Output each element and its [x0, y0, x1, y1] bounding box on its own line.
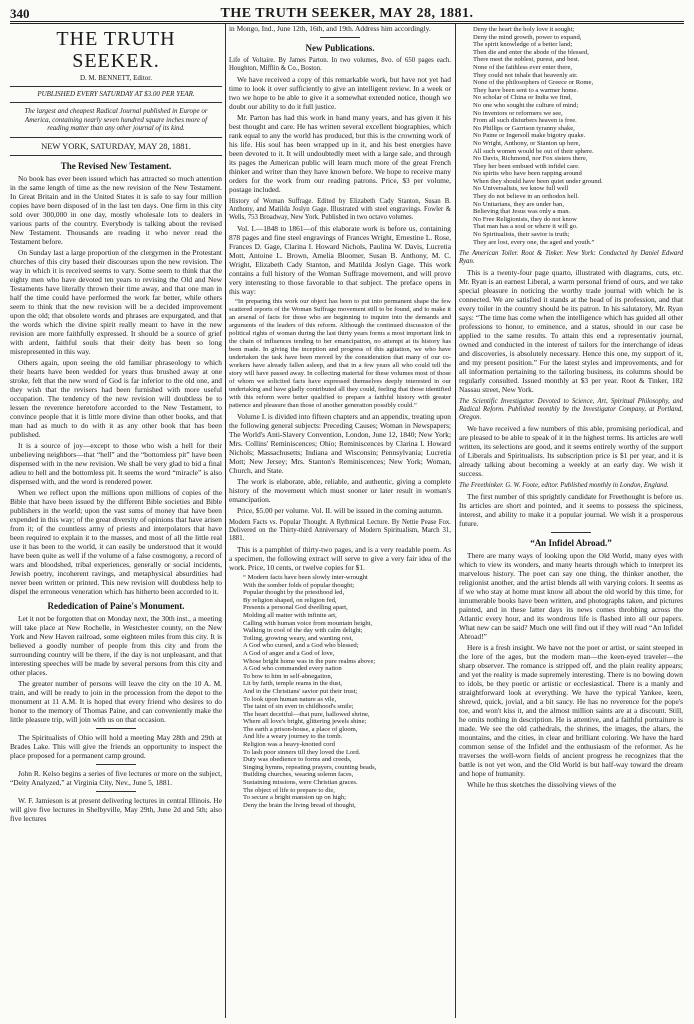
section-divider: [551, 532, 591, 533]
poem-line: Whose bright home was in the pure realms above;: [243, 657, 376, 665]
poem-line: Walking in cool of the day with calm delight;: [243, 627, 363, 635]
article-paragraph: While he thus sketches the dissolving views of the: [467, 780, 617, 790]
poem-line: Popular thought by the priesthood led,: [243, 589, 345, 597]
article-paragraph: The greater number of persons will leave the city on the 10 A. M. train, and will be ready to join in the procession from the depot to the monument at 11 A.M. It is hoped that every friend who desires to do honor to the memory of Thomas Paine, and can conveniently make the little pleasure trip, will join with us on that occasion.: [10, 678, 222, 724]
poem-line: Where all love's bright, glittering jewels shine;: [243, 718, 367, 726]
column-3: [459, 24, 683, 1020]
running-masthead: THE TRUTH SEEKER, MAY 28, 1881.: [220, 6, 474, 21]
review-paragraph: We have received a copy of this remarkable work, but have not yet had time to look it over sufficiently to give an intelligent review. In a week or two we hope to be able to give it a somewhat extended notice, though we doubt our ability to do it full justice.: [229, 75, 451, 111]
notice-paragraph: The Spiritualists of Ohio will hold a meeting May 28th and 29th at Brades Lake. This will give the friends an opportunity to inspect the place proposed for a permanent camp ground.: [10, 732, 222, 760]
poem-line: No Phillips or Garrison tyranny shake,: [473, 124, 575, 132]
poem-line: Deny the heart the holy love it sought;: [473, 26, 575, 33]
review-citation: The Freethinker. G. W. Foote, editor. Published monthly in London, England.: [459, 482, 669, 490]
section-heading: New Publications.: [305, 43, 375, 53]
article-heading: “An Infidel Abroad.”: [530, 538, 612, 549]
dateline: NEW YORK, SATURDAY, MAY 28, 1881.: [10, 137, 222, 156]
editor-line: D. M. BENNETT, Editor.: [79, 74, 152, 82]
poem-line: To lash poor sinners till they loved the Lord.: [243, 748, 361, 756]
poem-line: Deny the mind growth, power to expand,: [473, 33, 582, 41]
poem-line: Duty was obedience to forms and creeds,: [243, 756, 352, 764]
page-number: 340: [10, 6, 30, 21]
poem-line: And life a weary journey to the tomb.: [243, 733, 343, 741]
poem-line: Toiling, growing weary, and wanting rest,: [243, 634, 354, 642]
paper-title: THE TRUTH SEEKER.: [56, 28, 176, 72]
article-paragraph: Others again, upon seeing the old familiar phraseology to which their hearts have been wedded for years thus brushed away at one stroke, felt that the new word of God is far inferior to the old one, and they wish that the revisers had been furnished with more useful occupation. The tendency of the new revision will doubtless be to lessen the reverence heretofore accorded to the New Testament, to convince people that it is little more divine than other books, and that man had as much to do with it as any other book that has been published.: [10, 357, 222, 439]
poem-line: None of the philosophers of Greece or Rome,: [473, 79, 594, 87]
poem-line: A God who cursed, and a God who blessed;: [243, 642, 359, 650]
notice-paragraph: John R. Kelso begins a series of five lectures or more on the subject, “Deity Analyzed,” at Virginia City, Nev., June 5, 1881.: [10, 768, 222, 787]
poem-line: The heart deceitful—that pure, hallowed shrine,: [243, 710, 370, 718]
poem-line: A God of anger and a God of love,: [243, 649, 335, 657]
poem-line: By religion shaped, on religion fed,: [243, 596, 337, 604]
column-2: [229, 24, 451, 1020]
poem-line: The object of life to prepare to die,: [243, 786, 335, 794]
review-quote: “In preparing this work our object has been to put into permanent shape the few scattered reports of the Woman Suffrage movement still to be found, and to make it an arsenal of facts for those who are beginning to inquire into the demands and arguments of the leaders of this reform. Although the continued discussion of the political rights of woman during the last thirty years forms a most important link in the chain of influences tending to her emancipation, no attempt at its history has been made. In giving the inception and progress of this agitation, we who have undertaken the task have been moved by the consideration that many of our co-workers have already fallen asleep, and that in a few years all who could tell the story will have passed away. In collecting material for these volumes most of those of whom we solicited facts have expressed themselves deeply interested in our undertaking and have gladly contributed all they could, feeling that those identified with this reform were better qualified to prepare a faithful history with greater patience and pleasure than those of another generation possibly could.”: [229, 298, 451, 409]
review-paragraph: Price, $5.00 per volume. Vol. II. will be issued in the coming autumn.: [237, 506, 443, 515]
column-divider-2: [455, 24, 456, 1018]
article-paragraph: No book has ever been issued which has attracted so much attention in the same length of time as the new revision of the New Testament. In Great Britain and in the United States it is safe to say four million copies have been disposed of in the last ten days. One firm in this city sold over 300,000 in one day, mostly wholesale lots to dealers in various parts of the country. Everybody is talking about the revised New Testament. Thousands are reading it who never read the Testament before.: [10, 173, 222, 246]
article-paragraph: It is a source of joy—except to those who wish a hell for their unbelieving neighbors—that “hell” and the “bottomless pit” have been dispensed with in the new revision. We shall be very glad to bid a final adieu to hell and the bottomless pit. It seems the word “miracle” is also dispensed with, and the word is rendered power.: [10, 440, 222, 486]
poem-line: There meet the noblest, purest, and best.: [473, 56, 580, 64]
poem-line: No Unitarians, they are under ban,: [473, 200, 564, 208]
poem-line: Molding all matter with infinite art,: [243, 611, 337, 619]
article-paragraph: When we reflect upon the millions upon millions of copies of the Bible that have been issued by the different Bible societies and Bible publishers in the world; upon the vast sums of money that have been expended in this way; of the great diversity of opinions that have arisen from it; of the countless army of priests and interpolators that have been required to explain it to the masses, and most of all the little real use it has been to the world, it can easily be understood that it would have been quite as well if the volume of a false cosmogony, a record of wars and bloodshed, tribal experiences, generally or social incidents, Jewish poetry, incoherent ravings, and metaphysical absurdities had never been written or printed. This new revision will doubtless help to dispel the erroneous veneration which has hitherto been accorded to it.: [10, 487, 222, 596]
column-1: [10, 24, 222, 1020]
header-rule: [10, 21, 684, 22]
review-paragraph: The first number of this sprightly candidate for Freethought is before us. Its articles are short and pointed, and it seems to possess the spiciness, interest, and ability to make it a popular journal. We wish it a prosperous future.: [459, 492, 683, 529]
review-citation: The Scientific Investigator. Devoted to Science, Art, Spiritual Philosophy, and Radical Reform. Published monthly by the Investigator Company, at Portland, Oregon.: [459, 398, 683, 422]
review-citation: The American Toiler. Root & Tinker. New York: Conducted by Daniel Edward Ryan.: [459, 250, 683, 266]
poem-extract: [243, 574, 451, 809]
poem-line: When they should have been quiet under ground.: [473, 177, 603, 185]
article-paragraph: There are many ways of looking upon the Old World, many eyes with which to view its wonders, and many hearts through which to interpret its marvelous history. The poet can say one thing, the thinker another, the religionist another, and the artist blends all with varying colors. It seems as if we who stay at home must know all about the old world by this time, for innumerable books have been written, and photographs taken, and pictures painted, and in these latter days its news comes throbbing across the Atlantic every hour, and its wondrous life is flashed into all our papers. What new can be said? Much one will find out if they will read “An Infidel Abroad!”: [459, 551, 683, 642]
poem-line: They her been embued with infidel care.: [473, 162, 580, 170]
poem-line: They are lost, every one, the aged and youth.”: [473, 238, 595, 246]
poem-line: Then die and enter the abode of the blessed,: [473, 48, 589, 56]
poem-line: Sustaining missions, were Christian graces.: [243, 779, 358, 787]
poem-line: No Free Religionists, they do not know: [473, 215, 577, 223]
poem-line: They could not inhale that heavenly air.: [473, 71, 578, 79]
continuation-paragraph: in Mongo, Ind., June 12th, 16th, and 19th. Address him accordingly.: [229, 24, 431, 33]
poem-line: They have been sent to a warmer home.: [473, 86, 579, 94]
review-citation: History of Woman Suffrage. Edited by Elizabeth Cady Stanton, Susan B. Anthony, and Matilda Joslyn Gage. Illustrated with steel engravings. Fowler & Wells, 753 Broadway, New York. Published in two octavo volumes.: [229, 198, 451, 221]
poem-line: Lit by faith, temple reams in the dust,: [243, 680, 343, 688]
section-divider: [320, 37, 360, 38]
page-header: [10, 6, 684, 22]
poem-line: With the somber folds of popular thought;: [243, 581, 355, 589]
tagline: The largest and cheapest Radical Journal published in Europe or America, containing nearly seven hundred square inches more of reading matter than any other journal of its kind.: [24, 107, 208, 132]
poem-line: Building churches, wearing solemn faces,: [243, 771, 354, 779]
poem-line: From all such disturbers heaven is free.: [473, 117, 577, 125]
poem-line: Deny the brain the living bread of thought,: [243, 801, 356, 809]
poem-extract-continued: [473, 26, 683, 246]
review-paragraph: Vol. I.—1848 to 1861—of this elaborate work is before us, containing 878 pages and fine steel engravings of Frances Wright, Ernestine L. Rose, Frances D. Gage, Clarina I. Howard Nichols, Paulina W. Davis, Lucretia Mott, Antoine L. Brown, Amelia Bloomer, Susan B. Anthony, M. C. Wright, Elizabeth Cady Stanton, and Matilda Joslyn Gage. This work contains a full history of the Woman Suffrage movement, and will prove very interesting to those favorable to that subject. The preface opens in this way:: [229, 224, 451, 296]
poem-line: No Davis, Richmond, nor Fox sisters there,: [473, 155, 588, 163]
poem-line: Believing that Jesus was only a man.: [473, 208, 571, 216]
poem-line: Singing hymns, repeating prayers, counting beads,: [243, 763, 377, 771]
poem-line: No one who sought the culture of mind;: [473, 101, 579, 109]
review-paragraph: Volume I. is divided into fifteen chapters and an appendix, treating upon the following general subjects: Preceding Causes; Woman in Newspapers; The World's Anti-Slavery Convention, London, June 12, 1840; New York; Mrs. Collins' Reminiscences; Ohio; Reminiscences by Clarina I. Howard Nichols; Massachusetts; Indiana and Wisconsin; Pennsylvania; Lucretia Mott; New Jersey; Mrs. Stanton's Reminiscences; New York; Woman, Church, and State.: [229, 412, 451, 475]
article-heading: Rededication of Paine's Monument.: [47, 600, 185, 611]
poem-line: No Universalists, we know full well: [473, 185, 569, 193]
poem-line: No spirits who have been rapping around: [473, 170, 582, 178]
review-paragraph: The work is elaborate, able, reliable, and authentic, giving a complete history of the movement which must sooner or later result in woman's emancipation.: [229, 477, 451, 504]
poem-line: The taint of sin even in childhood's smile;: [243, 703, 354, 711]
review-citation: Life of Voltaire. By James Parton. In two volumes, 8vo. of 650 pages each. Houghton, Mifflin & Co., Boston.: [229, 57, 451, 72]
poem-line: Calling with human voice from mountain height,: [243, 619, 373, 627]
section-divider: [96, 791, 136, 792]
poem-line: No scholar of China or India we find,: [473, 94, 572, 102]
review-paragraph: Mr. Parton has had this work in hand many years, and has given it his best thought and care. He has written several excellent biographies, which rank equal to any the world has produced, but this is the crowning work of his life. His soul has been wrapped up in it, and his best energies have been devoted to it. It will undoubtedly meet with a large sale, and through its pages the American public will learn much more of the great French thinker and writer than they have known before. We hope to receive many orders for the work from our reading patrons. Price, $3 per volume, postage included.: [229, 113, 451, 194]
poem-line: No inventors or reformers we see,: [473, 109, 563, 117]
poem-line: Presents a personal God dwelling apart,: [243, 604, 348, 612]
article-heading: The Revised New Testament.: [60, 160, 172, 171]
notice-paragraph: W. F. Jamieson is at present delivering lectures in central Illinois. He will give five lectures in Shelbyville, May 29th, June 2d and 5th; also five lectures: [10, 795, 222, 823]
poem-line: The earth a prison-house, a place of gloom,: [243, 725, 358, 733]
poem-line: A God who commanded every nation: [243, 665, 342, 673]
article-paragraph: On Sunday last a large proportion of the clergymen in the Protestant churches of this city based their discourses upon the new revision. The way in which it is received seems to vary. Some seem to think that the eighty men who have devoted ten years to revising the Old and New Testaments have literally thrown their time away, and that one man in half the time could have performed the work far better, while others seem to think that the new revision will be a decided improvement upon the old; that obsolete words and phrases are expurgated, and that the words which the divine spirit really meant to have in the new revision are more faithfully expressed. It should be a source of grief with ardent, faithful souls that their deity has been so long misrepresented in this way.: [10, 247, 222, 356]
poem-line: No Spiritualists, their savior is truth;: [473, 231, 570, 239]
section-divider: [96, 764, 136, 765]
column-divider-1: [225, 24, 226, 1018]
review-paragraph: We have received a few numbers of this able, promising periodical, and are pleased to be able to speak of it in the highest terms. Its articles are well written, its selections are good, and it seems entirely worthy of the support of Liberals and Spiritualists. Its subscription price is $1 per year, and it is already talking about becoming a weekly at an early day. We wish it success.: [459, 424, 683, 479]
poem-line: No Wright, Anthony, or Stanton up here,: [473, 139, 581, 147]
publication-line: PUBLISHED EVERY SATURDAY AT $3.00 PER YEAR.: [10, 86, 222, 103]
review-paragraph: This is a pamphlet of thirty-two pages, and is a very readable poem. As a specimen, the following extract will serve to give a very fair idea of the work. Price, 10 cents, or twelve copies for $1.: [229, 545, 451, 572]
poem-line: That man has a soul or where it will go.: [473, 223, 578, 231]
poem-line: Religion was a heavy-knotted cord: [243, 741, 335, 749]
section-divider: [96, 728, 136, 729]
poem-line: The spirit knowledge of a better land;: [473, 41, 573, 49]
poem-line: All such women would be out of their sphere.: [473, 147, 594, 155]
article-paragraph: Let it not be forgotten that on Monday next, the 30th inst., a meeting will take place at New Rochelle, in Westchester county, on the New York and New Haven railroad, some eighteen miles from this city. It is believed a goodly number of people from this city and from the surrounding country will be there, if the day is not unpleasant, and that interesting speeches will be made by several persons from this city and other places.: [10, 613, 222, 677]
poem-line: “ Modern facts have been slowly inter-wrought: [243, 574, 368, 581]
poem-line: And in the Christians' savior put their trust;: [243, 687, 358, 695]
poem-line: They do not believe in an orthodox hell.: [473, 193, 579, 201]
poem-line: To bow to him in self-abnegation,: [243, 672, 333, 680]
review-citation: Modern Facts vs. Popular Thought. A Rythmical Lecture. By Nettie Pease Fox. Delivered on the Thirty-third Anniversary of Modern Spiritualism, March 31, 1881.: [229, 519, 451, 542]
article-paragraph: Here is a fresh insight. We have not the poet or artist, or saint steeped in the lore of the ages, but the modern man—the keen-eyed traveler—the sharp observer. The romance is stripped off, and the plain reality appears; and yet the reality is made supremely interesting. There is no bowing down to idols, be they poetic or artistic or ecclesiastical. There is a manly and straightforward look at everything. We have the typical Yankee, keen, shrewd, quick, jovial, and a bit saucy. He has no reverence for the pope's toe, and won't kiss it, and the almost million saints are at a discount. Still, he omits nothing in description. He is attentive, and a faithful portraiture is made. We see the old cathedrals, the shrines, the images, the altars, the mountains, and the cities, in clear and brilliant coloring. We have the hard common sense of the Infidel and the enthusiasm of the reformer. As he traverses the well-worn fields of ancient progress he recognizes that the battle is not yet won, and the Old World is but half-way toward the dream and hope of humanity.: [459, 643, 683, 779]
review-paragraph: This is a twenty-four page quarto, illustrated with diagrams, cuts, etc. Mr. Ryan is an earnest Liberal, a warm personal friend of ours, and we take special pleasure in noticing the worthy trade journal with which he is connected. We are satisfied it stands at the head of its profession, and that every toiler in the country should be its patron. In his salutatory, Mr. Ryan says: “The time has come when the intelligence which has guided all other professions to honor, to eminence, and a status, should in our case be applied to the same results. To attain this end a representativ journal, owned and conducted in the interest of tailors for the interchange of ideas and discoveries, is absolutely necessary. Hence this one, my support of it, and my present position.” For the latest styles and improvements, and for all information pertaining to the tailoring business, its columns should be regularly consulted. Issued monthly at $3 per year. Root & Tinker, 182 Nassau street, New York.: [459, 268, 683, 395]
poem-line: To look upon human nature as vile,: [243, 695, 337, 703]
poem-line: To secure a bright mansion up on high;: [243, 794, 347, 802]
poem-line: No Paine or Ingersoll make bigotry quake.: [473, 132, 586, 140]
poem-line: None of the faithless ever enter there,: [473, 63, 573, 71]
